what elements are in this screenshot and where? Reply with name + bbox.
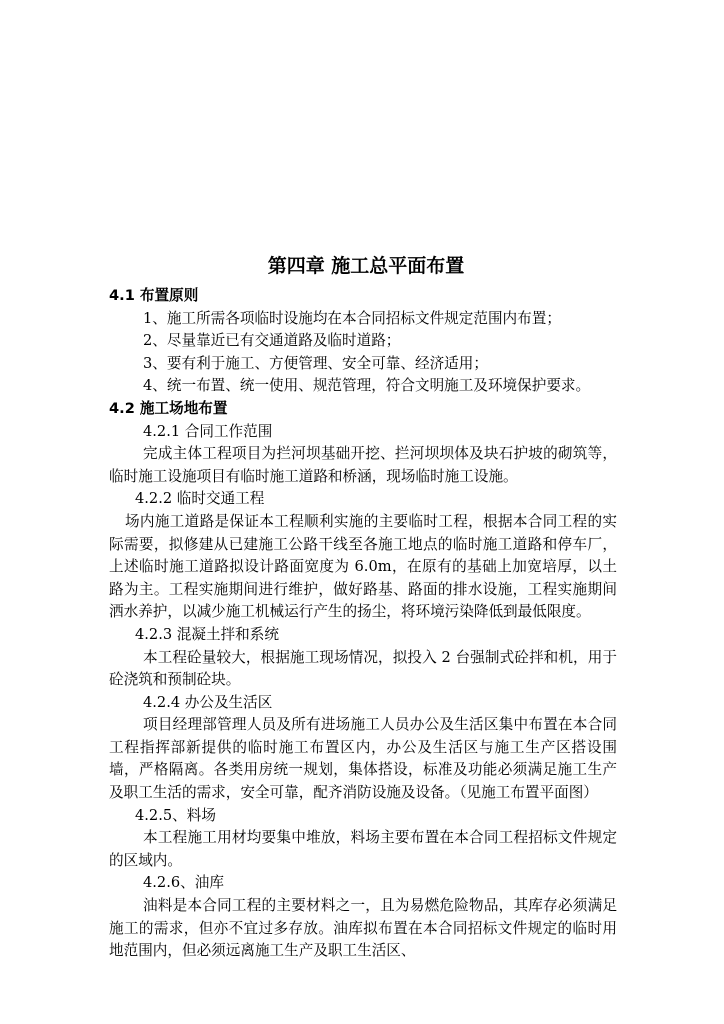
subsection-heading-4-2-5: 4.2.5、料场: [135, 806, 216, 824]
section-heading-4-1: 4.1 布置原则: [109, 287, 199, 304]
subsection-text-4-2-5: 本工程施工用材均要集中堆放，料场主要布置在本合同工程招标文件规定的区域内。: [109, 829, 617, 869]
subsection-text-4-2-6: 油料是本合同工程的主要材料之一，且为易燃危险物品，其库存必须满足施工的需求，但亦不宜过多存放。油库拟布置在本合同招标文件规定的临时用地范围内，但必须远离施工生产及职工生活区、: [109, 897, 617, 960]
principle-item-1: 1、施工所需各项临时设施均在本合同招标文件规定范围内布置；: [143, 309, 561, 327]
document-body: [109, 252, 617, 963]
principle-item-2: 2、尽量靠近已有交通道路及临时道路；: [143, 332, 401, 350]
subsection-heading-4-2-4: 4.2.4 办公及生活区: [143, 693, 273, 711]
principle-item-4: 4、统一布置、统一使用、规范管理，符合文明施工及环境保护要求。: [143, 377, 591, 395]
principle-item-3: 3、要有利于施工、方便管理、安全可靠、经济适用；: [143, 354, 488, 372]
subsection-heading-4-2-6: 4.2.6、油库: [143, 874, 224, 892]
subsection-heading-4-2-3: 4.2.3 混凝土拌和系统: [135, 625, 279, 643]
subsection-heading-4-2-1: 4.2.1 合同工作范围: [143, 422, 273, 440]
chapter-title: 第四章 施工总平面布置: [267, 255, 465, 277]
subsection-text-4-2-1: 完成主体工程项目为拦河坝基础开挖、拦河坝坝体及块石护坡的砌筑等，临时施工设施项目有临时施工道路和桥涵，现场临时施工设施。: [109, 445, 617, 485]
subsection-heading-4-2-2: 4.2.2 临时交通工程: [135, 490, 265, 508]
subsection-text-4-2-2: 场内施工道路是保证本工程顺利实施的主要临时工程，根据本合同工程的实际需要，拟修建从已建施工公路干线至各施工地点的临时施工道路和停车厂，上述临时施工道路拟设计路面宽度为 6.0m，在原有的基础上加宽培厚，以土路为主。工程实施期间进行维护，做好路基、路面的排水设施，工程实施期间洒水养护，以减少施工机械运行产生的扬尘，将环境污染降低到最低限度。: [109, 512, 617, 621]
subsection-text-4-2-3: 本工程砼量较大，根据施工现场情况，拟投入 2 台强制式砼拌和机，用于砼浇筑和预制砼块。: [109, 648, 617, 689]
subsection-text-4-2-4: 项目经理部管理人员及所有进场施工人员办公及生活区集中布置在本合同工程指挥部新提供的临时施工布置区内，办公及生活区与施工生产区搭设围墙，严格隔离。各类用房统一规划，集体搭设，标准及功能必须满足施工生产及职工生活的需求，安全可靠，配齐消防设施及设备。（见施工布置平面图）: [109, 716, 617, 802]
section-heading-4-2: 4.2 施工场地布置: [109, 399, 228, 417]
